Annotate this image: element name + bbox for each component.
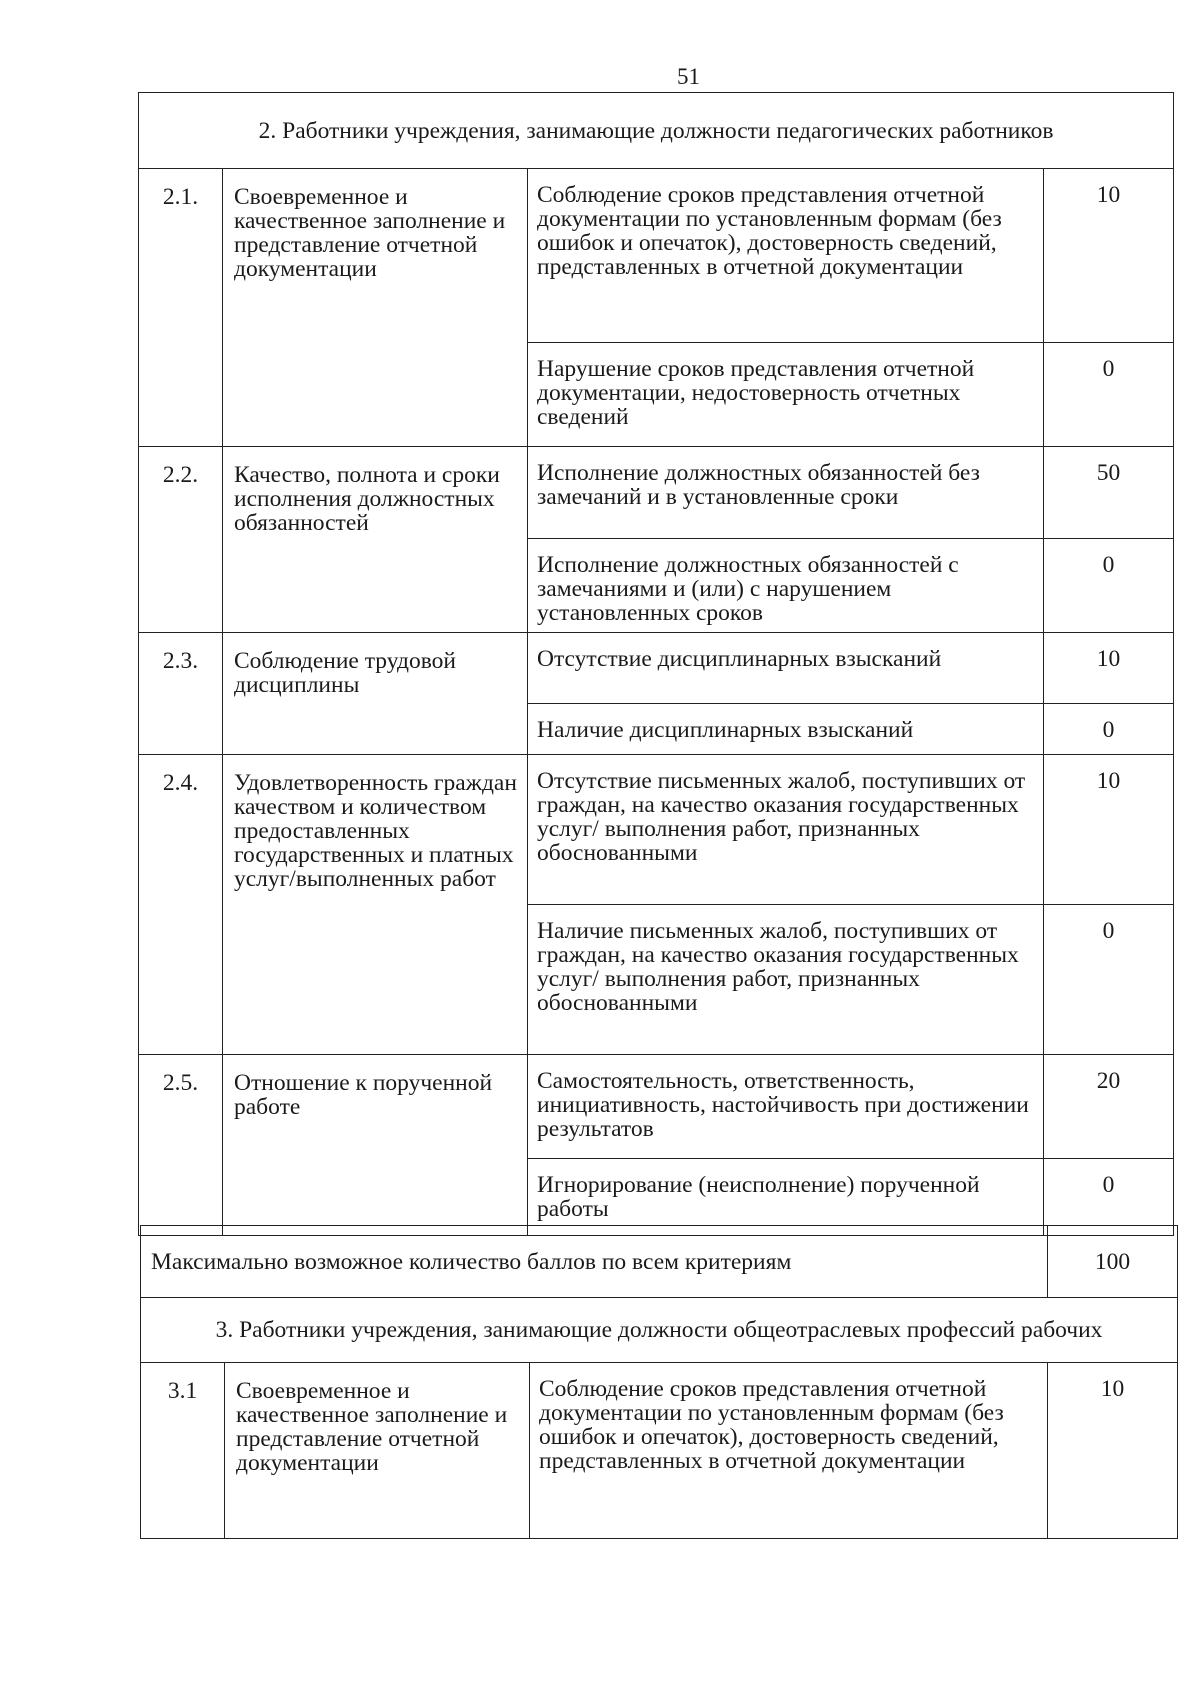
criterion-number: 2.1. <box>139 169 223 447</box>
indicator-text: Исполнение должностных обязанностей без замечаний и в установленные сроки <box>528 447 1044 539</box>
criterion-number: 2.4. <box>139 755 223 1055</box>
criterion-text: Своевременное и качественное заполнение и представление отчетной документации <box>223 169 528 447</box>
table-row <box>139 633 1174 704</box>
indicator-text: Наличие дисциплинарных взысканий <box>528 704 1044 755</box>
indicator-score: 0 <box>1044 1159 1174 1236</box>
indicator-text: Отсутствие дисциплинарных взысканий <box>528 633 1044 704</box>
indicator-score: 50 <box>1044 447 1174 539</box>
section-3-title: 3. Работники учреждения, занимающие должности общеотраслевых профессий рабочих <box>141 1298 1178 1363</box>
page-number: 51 <box>677 64 700 89</box>
criterion-text: Соблюдение трудовой дисциплины <box>223 633 528 755</box>
indicator-score: 10 <box>1048 1363 1178 1539</box>
criterion-number: 2.3. <box>139 633 223 755</box>
section-3-table <box>140 1362 1178 1539</box>
indicator-score: 10 <box>1044 755 1174 905</box>
indicator-score: 0 <box>1044 343 1174 447</box>
total-table <box>140 1225 1178 1298</box>
table-row <box>141 1363 1178 1539</box>
indicator-score: 20 <box>1044 1055 1174 1159</box>
table-row <box>139 755 1174 905</box>
criterion-number: 2.5. <box>139 1055 223 1236</box>
table-row <box>139 447 1174 539</box>
indicator-score: 10 <box>1044 169 1174 343</box>
indicator-text: Нарушение сроков представления отчетной документации, недостоверность отчетных сведений <box>528 343 1044 447</box>
indicator-score: 0 <box>1044 539 1174 633</box>
criterion-text: Отношение к порученной работе <box>223 1055 528 1236</box>
section-3-title-table <box>140 1297 1178 1363</box>
total-label: Максимально возможное количество баллов по всем критериям <box>141 1226 1048 1298</box>
indicator-text: Игнорирование (неисполнение) порученной работы <box>528 1159 1044 1236</box>
indicator-text: Наличие письменных жалоб, поступивших от граждан, на качество оказания государственных услуг/ выполнения работ, признанных обоснованными <box>528 905 1044 1055</box>
indicator-score: 10 <box>1044 633 1174 704</box>
total-value: 100 <box>1048 1226 1178 1298</box>
indicator-score: 0 <box>1044 704 1174 755</box>
criterion-number: 3.1 <box>141 1363 225 1539</box>
criterion-number: 2.2. <box>139 447 223 633</box>
criterion-text: Качество, полнота и сроки исполнения должностных обязанностей <box>223 447 528 633</box>
criterion-text: Удовлетворенность граждан качеством и количеством предоставленных государственных и платных услуг/выполненных работ <box>223 755 528 1055</box>
indicator-score: 0 <box>1044 905 1174 1055</box>
table-row <box>139 169 1174 343</box>
indicator-text: Соблюдение сроков представления отчетной документации по установленным формам (без ошибок и опечаток), достоверность сведений, представленных в отчетной документации <box>530 1363 1048 1539</box>
indicator-text: Отсутствие письменных жалоб, поступивших от граждан, на качество оказания государственных услуг/ выполнения работ, признанных обоснованными <box>528 755 1044 905</box>
indicator-text: Соблюдение сроков представления отчетной документации по установленным формам (без ошибок и опечаток), достоверность сведений, представленных в отчетной документации <box>528 169 1044 343</box>
section-2-table <box>138 92 1174 1236</box>
table-row <box>139 1055 1174 1159</box>
indicator-text: Самостоятельность, ответственность, инициативность, настойчивость при достижении результатов <box>528 1055 1044 1159</box>
indicator-text: Исполнение должностных обязанностей с замечаниями и (или) с нарушением установленных сроков <box>528 539 1044 633</box>
section-2-title: 2. Работники учреждения, занимающие должности педагогических работников <box>139 93 1174 169</box>
criterion-text: Своевременное и качественное заполнение и представление отчетной документации <box>225 1363 530 1539</box>
